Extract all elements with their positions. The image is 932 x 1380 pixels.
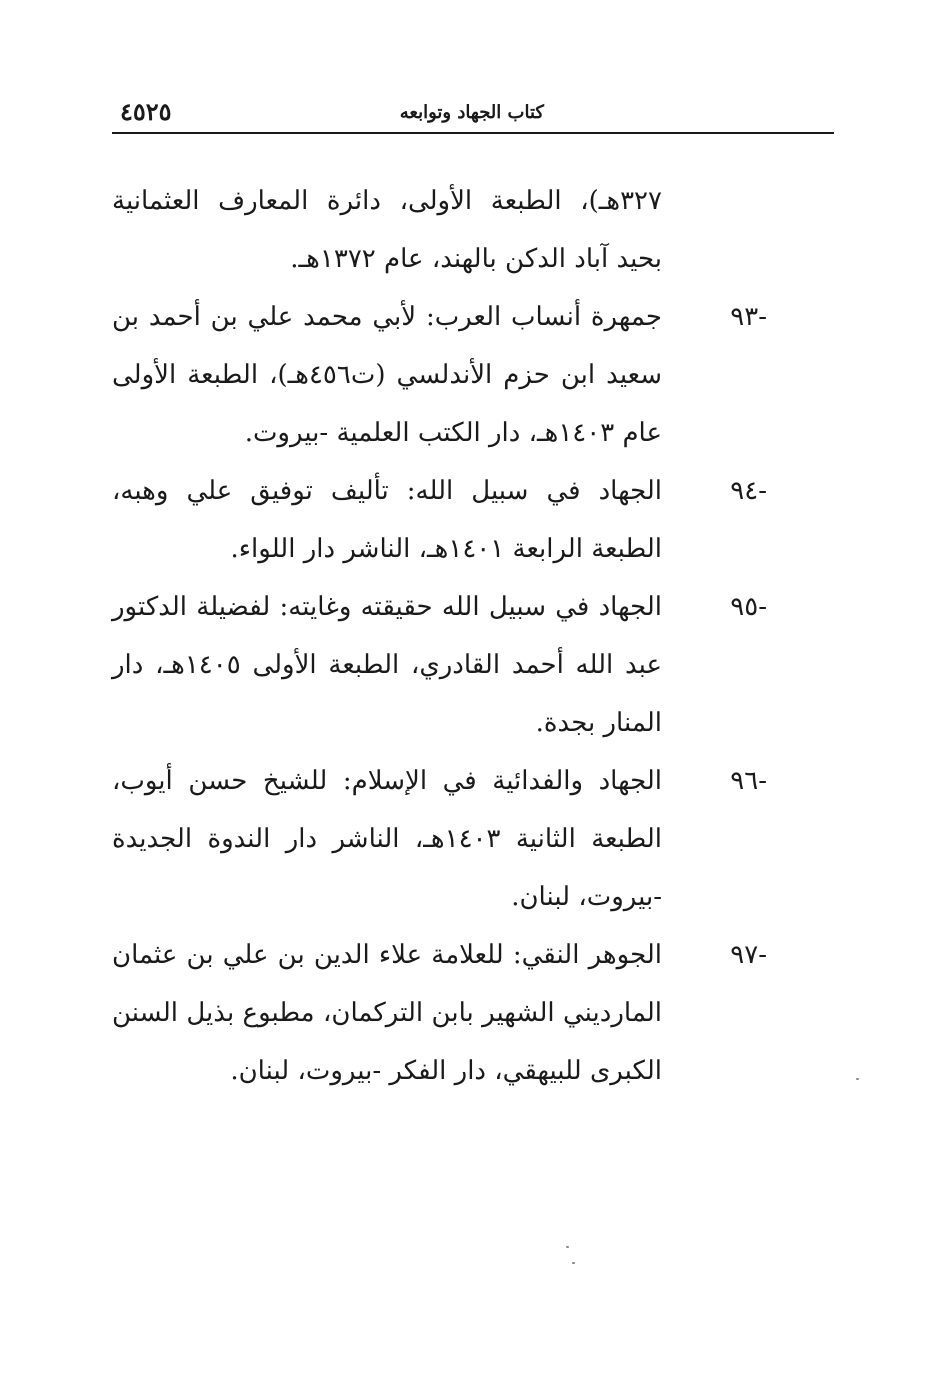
entry-text: الجهاد في سبيل الله حقيقته وغايته: لفضيلة الدكتور عبد الله أحمد القادري، الطبعة الأولى ١٤٠٥هـ، دار المنار بجدة.	[112, 592, 663, 738]
continuation-paragraph: ٣٢٧هـ)، الطبعة الأولى، دائرة المعارف العثمانية بحيد آباد الدكن بالهند، عام ١٣٧٢هـ.	[112, 186, 662, 274]
entry-number: -٩٧	[730, 940, 767, 970]
entry-number: -٩٦	[730, 766, 767, 796]
page-number: ٤٥٢٥	[120, 97, 172, 126]
entry-number: -٩٤	[730, 476, 767, 506]
entry-text: الجهاد في سبيل الله: تأليف توفيق علي وهبه، الطبعة الرابعة ١٤٠١هـ، الناشر دار اللواء.	[112, 476, 662, 564]
entry-text: الجهاد والفدائية في الإسلام: للشيخ حسن أيوب، الطبعة الثانية ١٤٠٣هـ، الناشر دار الندوة الجديدة -بيروت، لبنان.	[112, 766, 662, 912]
scan-speck	[572, 1262, 575, 1264]
entry-text: جمهرة أنساب العرب: لأبي محمد علي بن أحمد بن سعيد ابن حزم الأندلسي (ت٤٥٦هـ)، الطبعة الأولى عام ١٤٠٣هـ، دار الكتب العلمية -بيروت.	[112, 302, 662, 448]
entry-number: -٩٥	[730, 592, 767, 622]
scan-speck	[566, 1246, 569, 1248]
entry-number: -٩٣	[730, 302, 767, 332]
page-header	[112, 96, 834, 134]
bibliography-entry	[112, 578, 767, 752]
bibliography-list	[112, 172, 767, 1100]
bibliography-entry	[112, 926, 767, 1100]
running-title: كتاب الجهاد وتوابعه	[399, 102, 544, 123]
entry-text: الجوهر النقي: للعلامة علاء الدين بن علي بن عثمان المارديني الشهير بابن التركمان، مطبوع بذيل السنن الكبرى للبيهقي، دار الفكر -بيروت، لبنان.	[112, 940, 662, 1086]
bibliography-entry	[112, 462, 767, 578]
bibliography-entry	[112, 752, 767, 926]
scan-speck	[856, 1078, 859, 1080]
bibliography-entry	[112, 288, 767, 462]
